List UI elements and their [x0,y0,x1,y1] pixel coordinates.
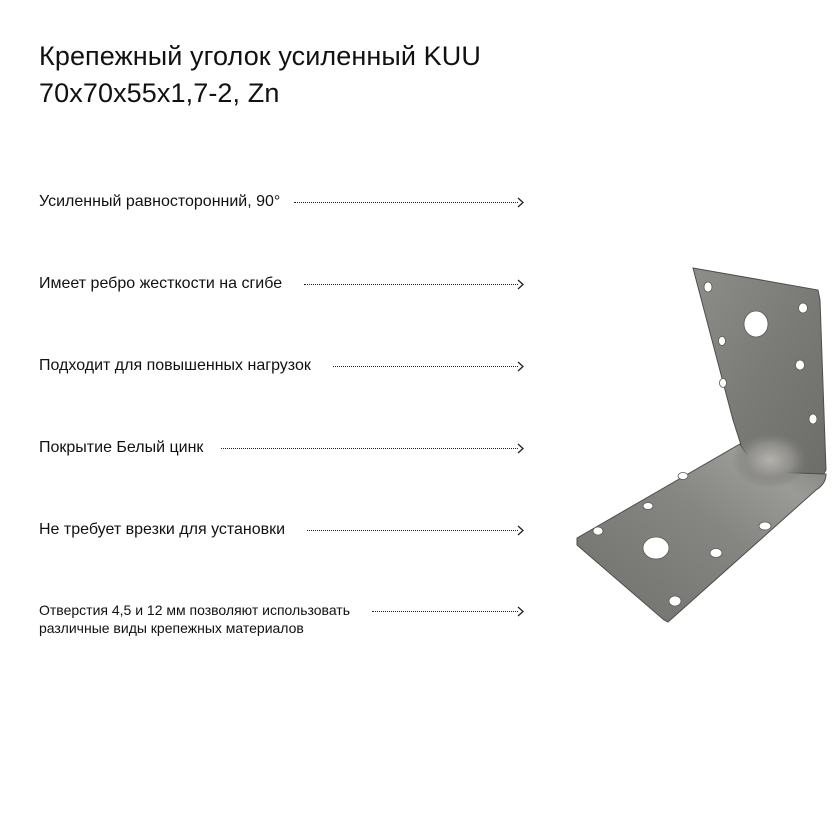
feature-label: Покрытие Белый цинк [39,439,204,456]
dotted-arrow-right-icon [307,524,524,536]
dotted-arrow-right-icon [221,442,524,454]
feature-label-line-1: Отверстия 4,5 и 12 мм позволяют использовать [39,602,351,618]
feature-item [39,520,524,540]
page-title [39,38,481,112]
feature-label: Имеет ребро жесткости на сгибе [39,275,283,292]
product-image [570,262,835,632]
feature-label-line-2: различные виды крепежных материалов [39,620,304,636]
feature-label: Подходит для повышенных нагрузок [39,357,311,374]
feature-label: Не требует врезки для установки [39,521,286,538]
angle-bracket-icon [570,262,835,632]
dotted-arrow-right-icon [294,196,524,208]
feature-label [39,601,350,637]
dotted-arrow-right-icon [372,605,524,617]
feature-item [39,274,524,294]
feature-label: Усиленный равносторонний, 90° [39,193,281,210]
feature-item [39,356,524,376]
dotted-arrow-right-icon [333,360,524,372]
title-line-1: Крепежный уголок усиленный KUU [39,41,481,71]
feature-item [39,601,524,637]
feature-item [39,192,524,212]
dotted-arrow-right-icon [304,278,524,290]
title-line-2: 70x70x55x1,7-2, Zn [39,78,280,108]
feature-item [39,438,524,458]
